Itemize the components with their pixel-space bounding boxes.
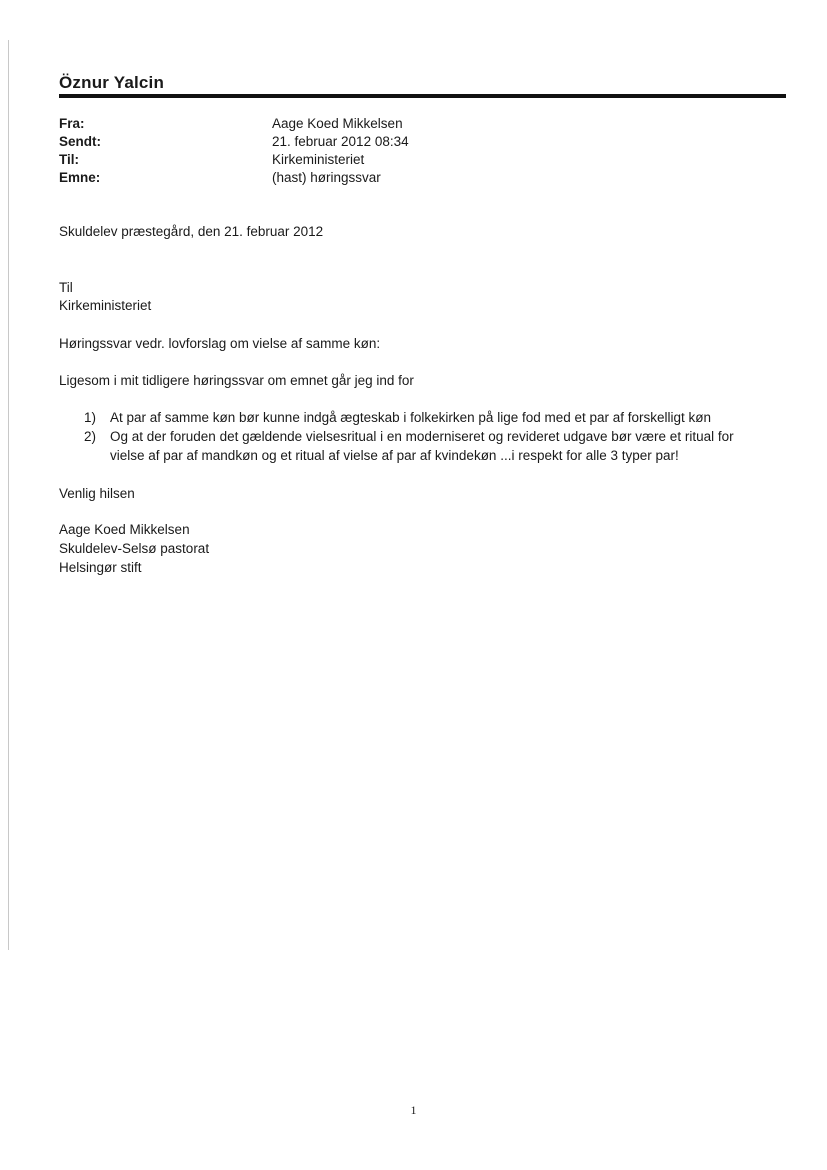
subject-line: Høringssvar vedr. lovforslag om vielse af samme køn:	[59, 336, 381, 351]
subject-label: Emne:	[59, 170, 101, 185]
signature-name: Aage Koed Mikkelsen	[59, 522, 190, 537]
list-item-1-text: At par af samme køn bør kunne indgå ægteskab i folkekirken på lige fod med et par af forskelligt køn	[110, 410, 712, 425]
header-row-to	[59, 151, 759, 169]
closing-line: Venlig hilsen	[59, 486, 135, 501]
signature-diocese: Helsingør stift	[59, 560, 142, 575]
place-date-line: Skuldelev præstegård, den 21. februar 2012	[59, 224, 324, 239]
mailbox-owner-name: Öznur Yalcin	[59, 73, 165, 92]
from-value: Aage Koed Mikkelsen	[272, 116, 403, 131]
header-row-from	[59, 115, 759, 133]
page-number: 1	[410, 1103, 417, 1117]
subject-value: (hast) høringssvar	[272, 170, 381, 185]
to-value: Kirkeministeriet	[272, 152, 365, 167]
addressee-line-2: Kirkeministeriet	[59, 298, 152, 313]
header-row-sent	[59, 133, 759, 151]
sent-value: 21. februar 2012 08:34	[272, 134, 409, 149]
header-rule	[59, 94, 786, 98]
list-item-1-number: 1)	[84, 410, 97, 425]
from-label: Fra:	[59, 116, 85, 131]
intro-line: Ligesom i mit tidligere høringssvar om emnet går jeg ind for	[59, 373, 414, 388]
list-item-2-number: 2)	[84, 429, 97, 444]
header-row-subject	[59, 169, 759, 187]
list-item-2-text: Og at der foruden det gældende vielsesritual i en moderniseret og revideret udgave bør være et ritual for vielse af par af mandkøn og et ritual af vielse af par af kvindekøn ...i respekt for alle 3 typer par!	[110, 429, 734, 463]
signature-parish: Skuldelev-Selsø pastorat	[59, 541, 210, 556]
sent-label: Sendt:	[59, 134, 101, 149]
addressee-line-1: Til	[59, 280, 73, 295]
scan-edge-line	[8, 40, 9, 950]
to-label: Til:	[59, 152, 79, 167]
